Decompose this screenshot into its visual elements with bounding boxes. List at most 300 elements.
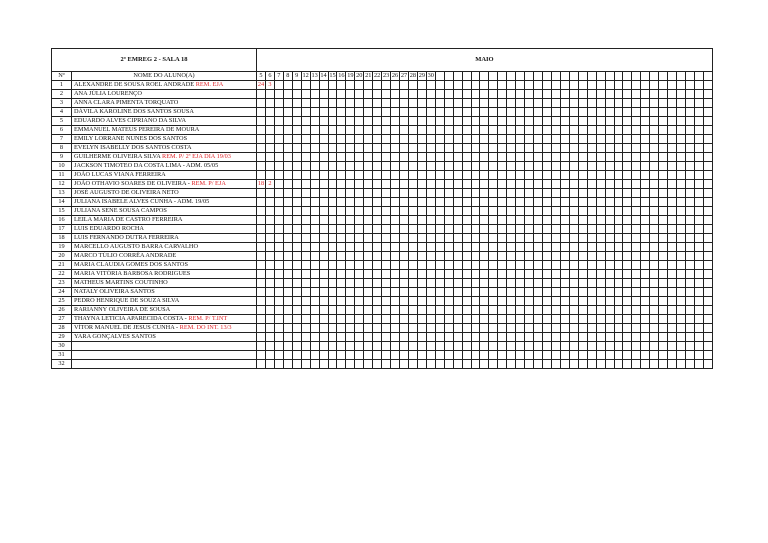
attendance-cell xyxy=(587,81,596,90)
attendance-cell xyxy=(641,108,650,117)
attendance-cell xyxy=(471,252,480,261)
attendance-cell xyxy=(650,360,659,369)
attendance-cell xyxy=(364,189,373,198)
attendance-cell xyxy=(453,333,462,342)
attendance-cell xyxy=(560,198,569,207)
attendance-cell xyxy=(346,171,355,180)
attendance-cell xyxy=(587,252,596,261)
attendance-cell xyxy=(641,162,650,171)
attendance-cell xyxy=(462,90,471,99)
attendance-cell xyxy=(382,117,391,126)
attendance-cell xyxy=(560,153,569,162)
attendance-cell xyxy=(373,315,382,324)
attendance-cell xyxy=(301,216,310,225)
day-header: 29 xyxy=(418,72,425,79)
attendance-cell xyxy=(444,171,453,180)
attendance-cell xyxy=(373,117,382,126)
attendance-cell xyxy=(417,252,426,261)
attendance-cell xyxy=(605,342,614,351)
attendance-cell xyxy=(641,315,650,324)
attendance-cell xyxy=(694,216,703,225)
attendance-cell xyxy=(265,234,274,243)
attendance-cell xyxy=(650,162,659,171)
attendance-cell xyxy=(462,342,471,351)
empty-day-header xyxy=(507,72,516,81)
student-name-cell xyxy=(72,216,257,225)
attendance-cell xyxy=(319,324,328,333)
attendance-cell xyxy=(623,198,632,207)
attendance-cell xyxy=(489,162,498,171)
attendance-cell xyxy=(400,81,409,90)
attendance-cell xyxy=(578,270,587,279)
student-name-cell xyxy=(72,207,257,216)
attendance-cell xyxy=(587,171,596,180)
attendance-cell xyxy=(355,90,364,99)
attendance-cell xyxy=(283,117,292,126)
attendance-cell xyxy=(641,234,650,243)
attendance-cell xyxy=(659,324,668,333)
attendance-cell xyxy=(560,108,569,117)
attendance-cell xyxy=(623,144,632,153)
attendance-cell xyxy=(551,81,560,90)
attendance-cell xyxy=(551,360,560,369)
attendance-cell xyxy=(623,81,632,90)
attendance-cell xyxy=(686,198,695,207)
attendance-cell xyxy=(355,234,364,243)
attendance-cell xyxy=(560,360,569,369)
attendance-cell xyxy=(435,108,444,117)
attendance-cell xyxy=(480,360,489,369)
attendance-cell xyxy=(587,99,596,108)
attendance-cell xyxy=(694,225,703,234)
attendance-cell xyxy=(596,261,605,270)
attendance-cell xyxy=(498,333,507,342)
attendance-cell xyxy=(596,279,605,288)
attendance-cell xyxy=(632,288,641,297)
attendance-cell xyxy=(373,162,382,171)
attendance-cell xyxy=(605,135,614,144)
attendance-cell xyxy=(560,351,569,360)
attendance-cell xyxy=(382,360,391,369)
attendance-cell xyxy=(462,270,471,279)
attendance-cell xyxy=(391,198,400,207)
attendance-cell xyxy=(605,270,614,279)
attendance-cell xyxy=(668,153,677,162)
attendance-cell xyxy=(525,270,534,279)
attendance-cell xyxy=(632,297,641,306)
attendance-cell xyxy=(480,108,489,117)
attendance-cell xyxy=(283,216,292,225)
attendance-cell xyxy=(596,252,605,261)
attendance-cell xyxy=(337,225,346,234)
attendance-cell xyxy=(632,351,641,360)
attendance-cell xyxy=(346,108,355,117)
attendance-cell xyxy=(400,171,409,180)
attendance-cell xyxy=(569,126,578,135)
attendance-cell xyxy=(569,270,578,279)
attendance-cell xyxy=(543,216,552,225)
attendance-cell xyxy=(257,99,266,108)
attendance-cell xyxy=(444,315,453,324)
attendance-cell xyxy=(605,234,614,243)
attendance-cell xyxy=(337,189,346,198)
attendance-cell xyxy=(507,342,516,351)
attendance-cell xyxy=(310,225,319,234)
attendance-cell xyxy=(543,279,552,288)
attendance-cell xyxy=(569,162,578,171)
attendance-cell xyxy=(650,180,659,189)
attendance-cell xyxy=(355,126,364,135)
attendance-cell xyxy=(498,126,507,135)
attendance-cell xyxy=(668,342,677,351)
attendance-cell xyxy=(507,117,516,126)
attendance-cell xyxy=(596,243,605,252)
attendance-cell xyxy=(310,144,319,153)
attendance-cell xyxy=(382,90,391,99)
student-row xyxy=(52,216,713,225)
attendance-cell xyxy=(364,171,373,180)
attendance-cell xyxy=(694,135,703,144)
attendance-mark: 24 xyxy=(257,81,265,88)
attendance-cell xyxy=(444,333,453,342)
attendance-cell xyxy=(677,288,686,297)
attendance-cell xyxy=(632,252,641,261)
class-title: 2º EMREG 2 - SALA 18 xyxy=(52,49,257,72)
attendance-cell xyxy=(310,279,319,288)
attendance-cell xyxy=(417,207,426,216)
attendance-cell xyxy=(560,171,569,180)
attendance-cell xyxy=(417,288,426,297)
attendance-cell xyxy=(677,261,686,270)
attendance-cell xyxy=(560,126,569,135)
student-note: REM. P/ EJA xyxy=(191,180,226,187)
attendance-cell xyxy=(551,216,560,225)
attendance-cell xyxy=(489,288,498,297)
attendance-cell xyxy=(632,306,641,315)
attendance-cell xyxy=(444,243,453,252)
attendance-cell xyxy=(417,189,426,198)
empty-day-header xyxy=(650,72,659,81)
attendance-cell xyxy=(641,288,650,297)
attendance-cell xyxy=(391,333,400,342)
attendance-cell xyxy=(292,279,301,288)
attendance-cell xyxy=(516,315,525,324)
attendance-cell xyxy=(382,153,391,162)
attendance-cell xyxy=(480,288,489,297)
attendance-cell xyxy=(578,288,587,297)
attendance-cell xyxy=(319,81,328,90)
attendance-cell xyxy=(435,351,444,360)
attendance-cell xyxy=(364,261,373,270)
attendance-cell xyxy=(525,324,534,333)
attendance-cell xyxy=(623,135,632,144)
attendance-cell xyxy=(426,270,435,279)
attendance-cell xyxy=(364,198,373,207)
attendance-cell xyxy=(694,261,703,270)
attendance-cell xyxy=(694,342,703,351)
attendance-cell xyxy=(614,225,623,234)
attendance-cell xyxy=(489,153,498,162)
attendance-cell xyxy=(257,108,266,117)
attendance-cell xyxy=(686,81,695,90)
attendance-cell xyxy=(310,207,319,216)
attendance-cell xyxy=(257,90,266,99)
attendance-cell xyxy=(623,117,632,126)
attendance-cell xyxy=(364,126,373,135)
attendance-cell xyxy=(301,189,310,198)
attendance-cell xyxy=(283,135,292,144)
attendance-cell xyxy=(659,279,668,288)
attendance-cell xyxy=(578,81,587,90)
attendance-cell xyxy=(641,144,650,153)
attendance-cell xyxy=(650,81,659,90)
attendance-cell xyxy=(659,189,668,198)
student-row xyxy=(52,288,713,297)
attendance-cell xyxy=(408,99,417,108)
attendance-cell xyxy=(391,207,400,216)
attendance-cell xyxy=(668,144,677,153)
attendance-mark: 3 xyxy=(265,81,274,90)
attendance-cell xyxy=(605,297,614,306)
attendance-cell xyxy=(605,99,614,108)
attendance-cell xyxy=(650,90,659,99)
attendance-cell xyxy=(596,324,605,333)
attendance-cell xyxy=(632,153,641,162)
attendance-cell xyxy=(364,207,373,216)
attendance-cell xyxy=(703,279,712,288)
attendance-cell xyxy=(686,207,695,216)
attendance-cell xyxy=(659,351,668,360)
attendance-cell xyxy=(346,144,355,153)
attendance-cell xyxy=(400,333,409,342)
attendance-cell xyxy=(623,279,632,288)
attendance-cell xyxy=(346,81,355,90)
attendance-cell xyxy=(551,99,560,108)
attendance-cell xyxy=(694,315,703,324)
attendance-cell xyxy=(400,306,409,315)
attendance-cell xyxy=(623,243,632,252)
attendance-cell xyxy=(516,324,525,333)
empty-day-header xyxy=(444,72,453,81)
attendance-cell xyxy=(435,189,444,198)
attendance-cell xyxy=(364,153,373,162)
attendance-cell xyxy=(525,279,534,288)
attendance-cell xyxy=(435,144,444,153)
attendance-cell xyxy=(337,90,346,99)
student-number: 6 xyxy=(52,126,72,135)
attendance-cell xyxy=(516,333,525,342)
attendance-cell xyxy=(480,126,489,135)
attendance-cell xyxy=(498,216,507,225)
attendance-cell xyxy=(391,144,400,153)
attendance-cell xyxy=(444,189,453,198)
attendance-cell xyxy=(257,171,266,180)
student-name-cell xyxy=(72,351,257,360)
attendance-cell xyxy=(641,324,650,333)
attendance-cell xyxy=(292,180,301,189)
attendance-cell xyxy=(560,135,569,144)
student-row xyxy=(52,162,713,171)
attendance-cell xyxy=(641,117,650,126)
attendance-cell xyxy=(632,135,641,144)
attendance-cell xyxy=(534,261,543,270)
attendance-cell xyxy=(444,306,453,315)
student-name: JOÃO OTHAVIO SOARES DE OLIVEIRA - xyxy=(74,180,192,187)
attendance-cell xyxy=(578,216,587,225)
day-header: 7 xyxy=(274,72,283,81)
attendance-cell xyxy=(641,270,650,279)
attendance-cell xyxy=(355,189,364,198)
attendance-cell xyxy=(391,342,400,351)
student-name: EVELYN ISABELLY DOS SANTOS COSTA xyxy=(74,144,192,151)
attendance-cell xyxy=(578,135,587,144)
attendance-cell xyxy=(578,162,587,171)
attendance-cell xyxy=(462,180,471,189)
attendance-cell xyxy=(391,108,400,117)
attendance-cell xyxy=(346,198,355,207)
student-number: 5 xyxy=(52,117,72,126)
attendance-cell xyxy=(471,351,480,360)
attendance-cell xyxy=(453,279,462,288)
attendance-cell xyxy=(623,216,632,225)
attendance-cell xyxy=(703,342,712,351)
attendance-cell xyxy=(257,216,266,225)
attendance-cell xyxy=(426,360,435,369)
attendance-cell xyxy=(686,234,695,243)
attendance-cell xyxy=(543,189,552,198)
attendance-cell xyxy=(444,234,453,243)
attendance-cell xyxy=(534,342,543,351)
attendance-cell xyxy=(346,351,355,360)
attendance-cell xyxy=(686,189,695,198)
attendance-cell xyxy=(373,342,382,351)
attendance-cell xyxy=(453,225,462,234)
student-name-cell xyxy=(72,126,257,135)
attendance-cell xyxy=(525,126,534,135)
attendance-cell xyxy=(328,297,337,306)
attendance-cell xyxy=(686,360,695,369)
attendance-cell xyxy=(400,180,409,189)
attendance-cell xyxy=(623,324,632,333)
attendance-cell xyxy=(408,351,417,360)
attendance-cell xyxy=(650,261,659,270)
day-header: 9 xyxy=(292,72,301,81)
attendance-cell xyxy=(337,288,346,297)
attendance-cell xyxy=(364,360,373,369)
attendance-cell xyxy=(453,81,462,90)
attendance-cell xyxy=(659,153,668,162)
student-number: 9 xyxy=(52,153,72,162)
attendance-cell xyxy=(319,171,328,180)
student-note: REM. EJA xyxy=(195,81,224,88)
attendance-cell xyxy=(587,324,596,333)
attendance-cell xyxy=(346,180,355,189)
attendance-cell xyxy=(453,297,462,306)
attendance-cell xyxy=(703,135,712,144)
attendance-cell xyxy=(560,342,569,351)
attendance-cell xyxy=(543,333,552,342)
attendance-cell xyxy=(560,333,569,342)
attendance-cell xyxy=(668,216,677,225)
attendance-cell xyxy=(265,306,274,315)
attendance-cell xyxy=(498,81,507,90)
attendance-cell xyxy=(373,243,382,252)
attendance-cell xyxy=(408,198,417,207)
attendance-cell xyxy=(337,261,346,270)
attendance-cell xyxy=(328,360,337,369)
attendance-cell xyxy=(480,180,489,189)
attendance-cell xyxy=(400,297,409,306)
attendance-cell xyxy=(543,288,552,297)
attendance-cell xyxy=(560,162,569,171)
attendance-cell xyxy=(578,108,587,117)
attendance-cell xyxy=(659,225,668,234)
student-number: 7 xyxy=(52,135,72,144)
attendance-cell xyxy=(703,99,712,108)
attendance-cell xyxy=(623,297,632,306)
attendance-cell xyxy=(462,351,471,360)
student-name-cell xyxy=(72,162,257,171)
attendance-cell xyxy=(623,306,632,315)
attendance-cell xyxy=(310,180,319,189)
attendance-cell xyxy=(453,324,462,333)
attendance-cell xyxy=(346,279,355,288)
attendance-cell xyxy=(265,243,274,252)
attendance-cell xyxy=(650,99,659,108)
student-name-cell xyxy=(72,342,257,351)
student-name: JULIANA ISABELE ALVES CUNHA - ADM. 19/05 xyxy=(74,198,210,205)
attendance-cell xyxy=(543,261,552,270)
attendance-cell xyxy=(417,99,426,108)
attendance-cell xyxy=(462,360,471,369)
attendance-cell xyxy=(391,315,400,324)
attendance-cell xyxy=(677,180,686,189)
attendance-cell xyxy=(292,243,301,252)
month-title: MAIO xyxy=(257,49,713,72)
attendance-cell xyxy=(417,180,426,189)
attendance-cell xyxy=(569,279,578,288)
attendance-cell xyxy=(677,342,686,351)
attendance-cell xyxy=(265,153,274,162)
attendance-cell xyxy=(677,198,686,207)
attendance-cell xyxy=(677,351,686,360)
attendance-cell xyxy=(578,333,587,342)
attendance-cell xyxy=(543,351,552,360)
attendance-cell xyxy=(373,126,382,135)
attendance-cell xyxy=(686,324,695,333)
attendance-cell xyxy=(605,117,614,126)
attendance-cell xyxy=(587,342,596,351)
attendance-cell xyxy=(310,252,319,261)
attendance-cell xyxy=(623,333,632,342)
attendance-cell xyxy=(283,270,292,279)
attendance-cell xyxy=(408,261,417,270)
attendance-cell xyxy=(328,225,337,234)
attendance-cell xyxy=(408,306,417,315)
attendance-cell xyxy=(274,180,283,189)
attendance-cell xyxy=(319,306,328,315)
attendance-cell xyxy=(480,162,489,171)
attendance-cell xyxy=(471,153,480,162)
attendance-cell xyxy=(543,180,552,189)
student-name-cell xyxy=(72,279,257,288)
attendance-cell xyxy=(337,135,346,144)
attendance-cell xyxy=(569,288,578,297)
attendance-cell xyxy=(471,144,480,153)
attendance-cell xyxy=(596,135,605,144)
attendance-cell xyxy=(391,261,400,270)
attendance-cell xyxy=(498,351,507,360)
